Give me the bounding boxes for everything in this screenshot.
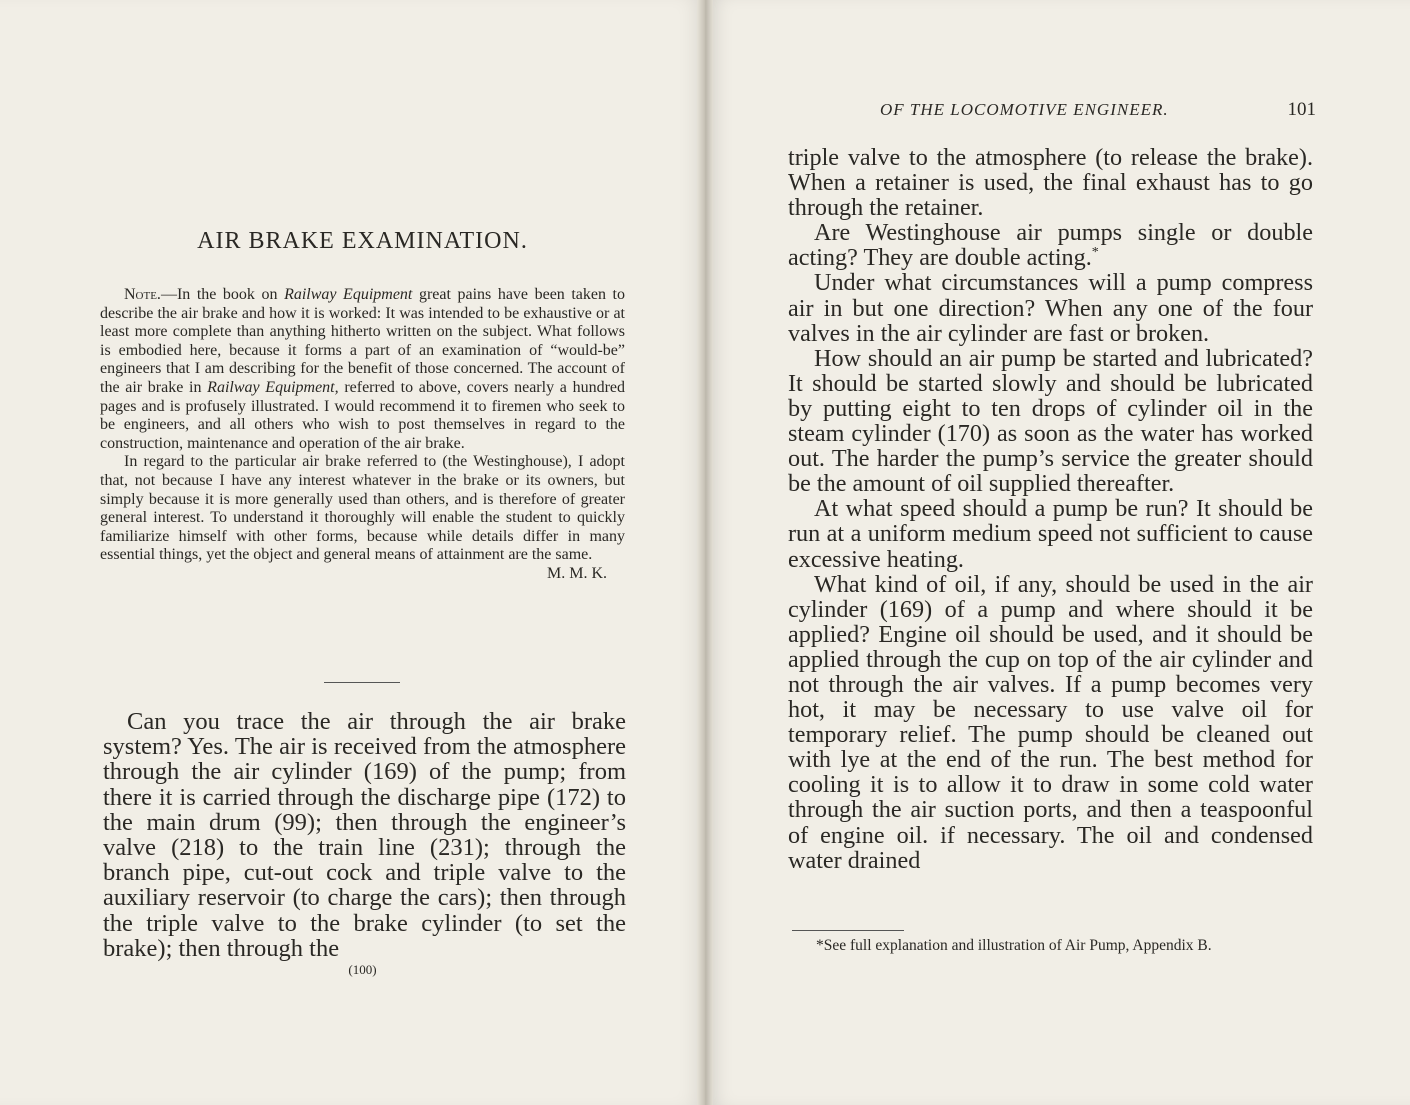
chapter-title: AIR BRAKE EXAMINATION. bbox=[197, 228, 528, 254]
section-divider bbox=[324, 682, 400, 683]
right-paragraph-4: At what speed should a pump be run? It should be run at a uniform medium speed not sufficient to cause excessive heating. bbox=[788, 495, 1313, 573]
right-body-text bbox=[788, 145, 1313, 873]
note-italic-1: Railway Equipment bbox=[284, 286, 413, 303]
note-text-3: referred to above, covers nearly a hundred pages and is profusely illustrated. I would recommend it to firemen who seek to be engineers, and all others who wish to post themselves in regard to the construction, maintenance and operation of the air brake. bbox=[100, 378, 625, 452]
right-paragraph-5: What kind of oil, if any, should be used in the air cylinder (169) of a pump and where should it be applied? Engine oil should be used, and it should be applied through the cup on top of the air cylinder and not through the air valves. If a pump becomes very hot, it may be necessary to use valve oil for temporary relief. The pump should be cleaned out with lye at the end of the run. The best method for cooling it is to allow it to draw in some cold water through the air suction ports, and then a teaspoonful of engine oil. if necessary. The oil and condensed water drained bbox=[788, 570, 1313, 874]
footnote-divider bbox=[792, 930, 904, 931]
footnote: *See full explanation and illustration of Air Pump, Appendix B. bbox=[816, 937, 1212, 954]
note-text-4: In regard to the particular air brake referred to (the Westinghouse), I adopt that, not because I have any interest whatever in the brake or its owners, but simply because it is more generally used than others, and is therefore of greater general interest. To understand it thoroughly will enable the student to quickly familiarize himself with other forms, because while details differ in many essential things, yet the object and general means of attainment are the same. bbox=[100, 453, 625, 564]
note-text-1: —In the book on bbox=[160, 286, 285, 303]
book-gutter bbox=[697, 0, 713, 1105]
note-signature: M. M. K. bbox=[546, 564, 607, 582]
right-paragraph-2: Under what circumstances will a pump compress air in but one direction? When any one of the four valves in the air cylinder are fast or broken. bbox=[788, 269, 1313, 347]
right-paragraph-0: triple valve to the atmosphere (to release the brake). When a retainer is used, the final exhaust has to go through the retainer. bbox=[788, 144, 1313, 222]
left-body-text bbox=[103, 709, 626, 961]
right-paragraph-1 bbox=[788, 220, 1313, 270]
note-paragraph-2 bbox=[100, 453, 625, 582]
right-paragraph-1-text: Are Westinghouse air pumps single or double acting? They are double acting. bbox=[788, 219, 1313, 272]
right-page-number: 101 bbox=[1287, 99, 1316, 120]
running-head: OF THE LOCOMOTIVE ENGINEER. bbox=[880, 100, 1169, 119]
note-paragraph-1 bbox=[100, 286, 625, 453]
left-page-number: (100) bbox=[348, 962, 377, 977]
note-text-2: great pains have been taken to describe the air brake and how it is worked: It was intended to be exhaustive or at least more complete than anything hitherto written on the subject. What follows is embodied here, because it forms a part of an examination of “would-be” engineers that I am describing for the benefit of those concerned. The account of the air brake in bbox=[100, 286, 626, 396]
left-paragraph: Can you trace the air through the air brake system? Yes. The air is received from the atmosphere through the air cylinder (169) of the pump; from there it is carried through the discharge pipe (172) to the main drum (99); then through the engineer’s valve (218) to the train line (231); through the branch pipe, cut-out cock and triple valve to the auxiliary reservoir (to charge the cars); then through the triple valve to the brake cylinder (to set the brake); then through the bbox=[103, 708, 626, 962]
footnote-marker: * bbox=[1091, 245, 1099, 261]
note-label: Note. bbox=[124, 286, 161, 303]
note-italic-2: Railway Equipment, bbox=[207, 378, 339, 396]
editor-note bbox=[100, 286, 625, 584]
right-paragraph-3: How should an air pump be started and lubricated? It should be started slowly and should be lubricated by putting eight to ten drops of cylinder oil in the steam cylinder (170) as soon as the water has worked out. The harder the pump’s service the greater should be the amount of oil supplied thereafter. bbox=[788, 344, 1313, 498]
